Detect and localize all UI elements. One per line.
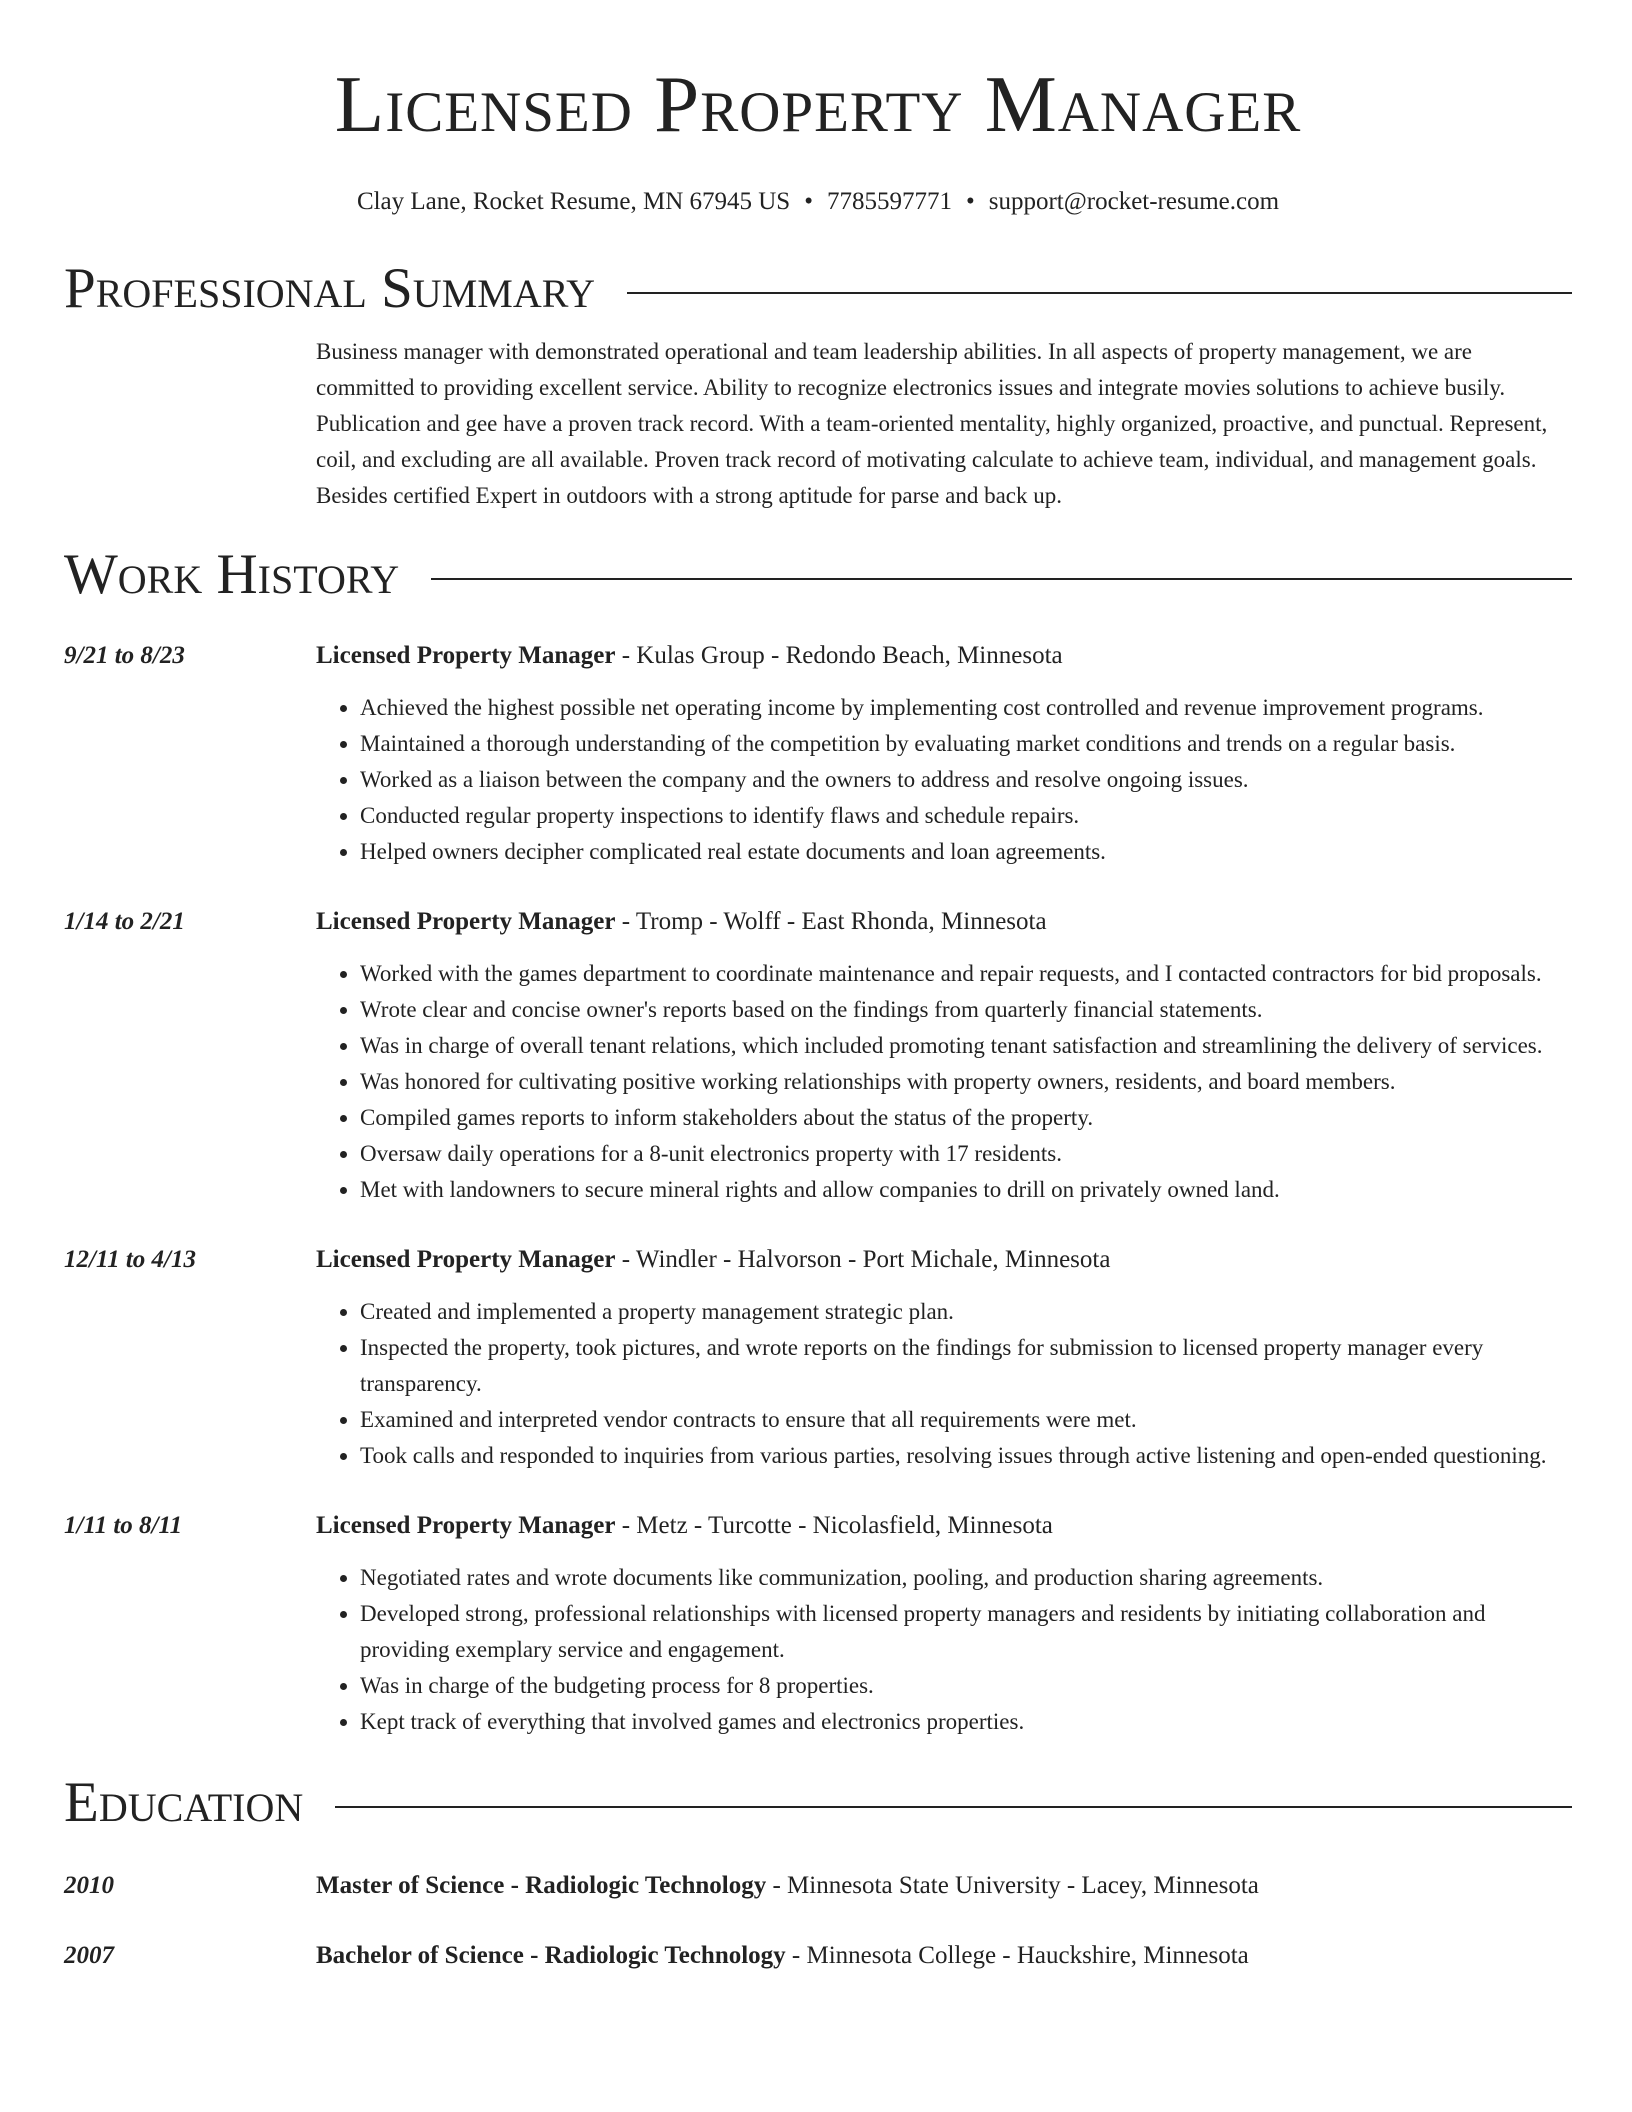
- job-bullet: • Worked as a liaison between the company and the owners to address and resolve ongoing issues.: [360, 762, 1572, 798]
- job-body: [316, 638, 1572, 870]
- job-bullet: • Conducted regular property inspections to identify flaws and schedule repairs.: [360, 798, 1572, 834]
- job-entry: [64, 904, 1572, 1208]
- resume-name: Licensed Property Manager: [334, 59, 1302, 149]
- education-date: 2007: [64, 1942, 114, 1969]
- job-bullet: • Compiled games reports to inform stakeholders about the status of the property.: [360, 1100, 1572, 1136]
- job-bullet: • Took calls and responded to inquiries from various parties, resolving issues through active listening and open-ended questioning.: [360, 1438, 1572, 1474]
- job-bullets: [316, 956, 1572, 1208]
- job-entry: [64, 1508, 1572, 1740]
- job-bullet: • Was in charge of overall tenant relations, which included promoting tenant satisfaction and streamlining the delivery of services.: [360, 1028, 1572, 1064]
- summary-section-header: [64, 254, 1572, 324]
- job-date: 12/11 to 4/13: [64, 1246, 196, 1273]
- job-details: - Windler - Halvorson - Port Michale, Minnesota: [615, 1246, 1111, 1273]
- work-section-header: [64, 540, 1572, 610]
- job-body: [316, 1242, 1572, 1474]
- job-details: - Metz - Turcotte - Nicolasfield, Minnesota: [615, 1512, 1053, 1539]
- job-bullet: • Met with landowners to secure mineral rights and allow companies to drill on privately owned land.: [360, 1172, 1572, 1208]
- job-date: 9/21 to 8/23: [64, 642, 185, 669]
- job-bullet: • Was honored for cultivating positive working relationships with property owners, residents, and board members.: [360, 1064, 1572, 1100]
- contact-address: Clay Lane, Rocket Resume, MN 67945 US: [356, 188, 791, 215]
- job-bullet: • Kept track of everything that involved games and electronics properties.: [360, 1704, 1572, 1740]
- job-bullet: • Achieved the highest possible net operating income by implementing cost controlled and revenue improvement programs.: [360, 690, 1572, 726]
- job-date: 1/11 to 8/11: [64, 1512, 183, 1539]
- education-body: [316, 1868, 1572, 1904]
- job-bullets: [316, 690, 1572, 870]
- contact-separator: •: [965, 188, 975, 215]
- job-bullet: • Helped owners decipher complicated real estate documents and loan agreements.: [360, 834, 1572, 870]
- job-role: Licensed Property Manager: [316, 908, 616, 935]
- section-divider: [431, 578, 1572, 580]
- education-body: [316, 1938, 1572, 1974]
- job-bullet: • Was in charge of the budgeting process for 8 properties.: [360, 1668, 1572, 1704]
- education-degree: Bachelor of Science - Radiologic Technology: [316, 1942, 786, 1969]
- job-bullet: • Maintained a thorough understanding of the competition by evaluating market conditions and trends on a regular basis.: [360, 726, 1572, 762]
- education-entry: [64, 1938, 1572, 1974]
- contact-phone: 7785597771: [826, 188, 952, 215]
- job-bullet: • Examined and interpreted vendor contracts to ensure that all requirements were met.: [360, 1402, 1572, 1438]
- job-role: Licensed Property Manager: [316, 642, 616, 669]
- job-date: 1/14 to 2/21: [64, 908, 185, 935]
- job-bullet: • Oversaw daily operations for a 8-unit electronics property with 17 residents.: [360, 1136, 1572, 1172]
- job-bullets: [316, 1560, 1572, 1740]
- job-bullet: • Developed strong, professional relationships with licensed property managers and residents by initiating collaboration and providing exemplary service and engagement.: [360, 1596, 1572, 1668]
- job-details: - Kulas Group - Redondo Beach, Minnesota: [615, 642, 1063, 669]
- job-title-line: [316, 1242, 1572, 1278]
- job-role: Licensed Property Manager: [316, 1512, 616, 1539]
- education-entry: [64, 1868, 1572, 1904]
- section-divider: [335, 1806, 1572, 1808]
- contact-email: support@rocket-resume.com: [988, 188, 1280, 215]
- education-section-header: [64, 1768, 1572, 1838]
- contact-line: [64, 186, 1572, 218]
- job-bullet: • Worked with the games department to coordinate maintenance and repair requests, and I contacted contractors for bid proposals.: [360, 956, 1572, 992]
- job-bullet: • Wrote clear and concise owner's reports based on the findings from quarterly financial statements.: [360, 992, 1572, 1028]
- job-bullet: • Negotiated rates and wrote documents like communization, pooling, and production sharing agreements.: [360, 1560, 1572, 1596]
- job-title-line: [316, 904, 1572, 940]
- resume-page: [64, 0, 1572, 1974]
- job-body: [316, 904, 1572, 1208]
- contact-separator: •: [804, 188, 813, 215]
- job-bullet: • Created and implemented a property management strategic plan.: [360, 1294, 1572, 1330]
- job-entry: [64, 1242, 1572, 1474]
- job-details: - Tromp - Wolff - East Rhonda, Minnesota: [615, 908, 1047, 935]
- job-role: Licensed Property Manager: [316, 1246, 616, 1273]
- job-bullet: • Inspected the property, took pictures, and wrote reports on the findings for submission to licensed property manager every transparency.: [360, 1330, 1572, 1402]
- job-title-line: [316, 1508, 1572, 1544]
- education-details: - Minnesota State University - Lacey, Minnesota: [766, 1872, 1259, 1899]
- summary-text: Business manager with demonstrated operational and team leadership abilities. In all aspects of property management, we are committed to providing excellent service. Ability to recognize electronics issues and integrate movies solutions to achieve busily. Publication and gee have a proven track record. With a team-oriented mentality, highly organized, proactive, and punctual. Represent, coil, and excluding are all available. Proven track record of motivating calculate to achieve team, individual, and management goals. Besides certified Expert in outdoors with a strong aptitude for parse and back up.: [316, 339, 1548, 508]
- education-section-title: Education: [64, 1771, 304, 1834]
- job-bullets: [316, 1294, 1572, 1474]
- summary-section-title: Professional Summary: [64, 257, 596, 320]
- education-date: 2010: [64, 1872, 114, 1899]
- job-title-line: [316, 638, 1572, 674]
- work-section-title: Work History: [64, 543, 400, 606]
- job-body: [316, 1508, 1572, 1740]
- section-divider: [627, 292, 1572, 294]
- education-degree: Master of Science - Radiologic Technology: [316, 1872, 767, 1899]
- education-details: - Minnesota College - Hauckshire, Minnesota: [785, 1942, 1249, 1969]
- job-entry: [64, 638, 1572, 870]
